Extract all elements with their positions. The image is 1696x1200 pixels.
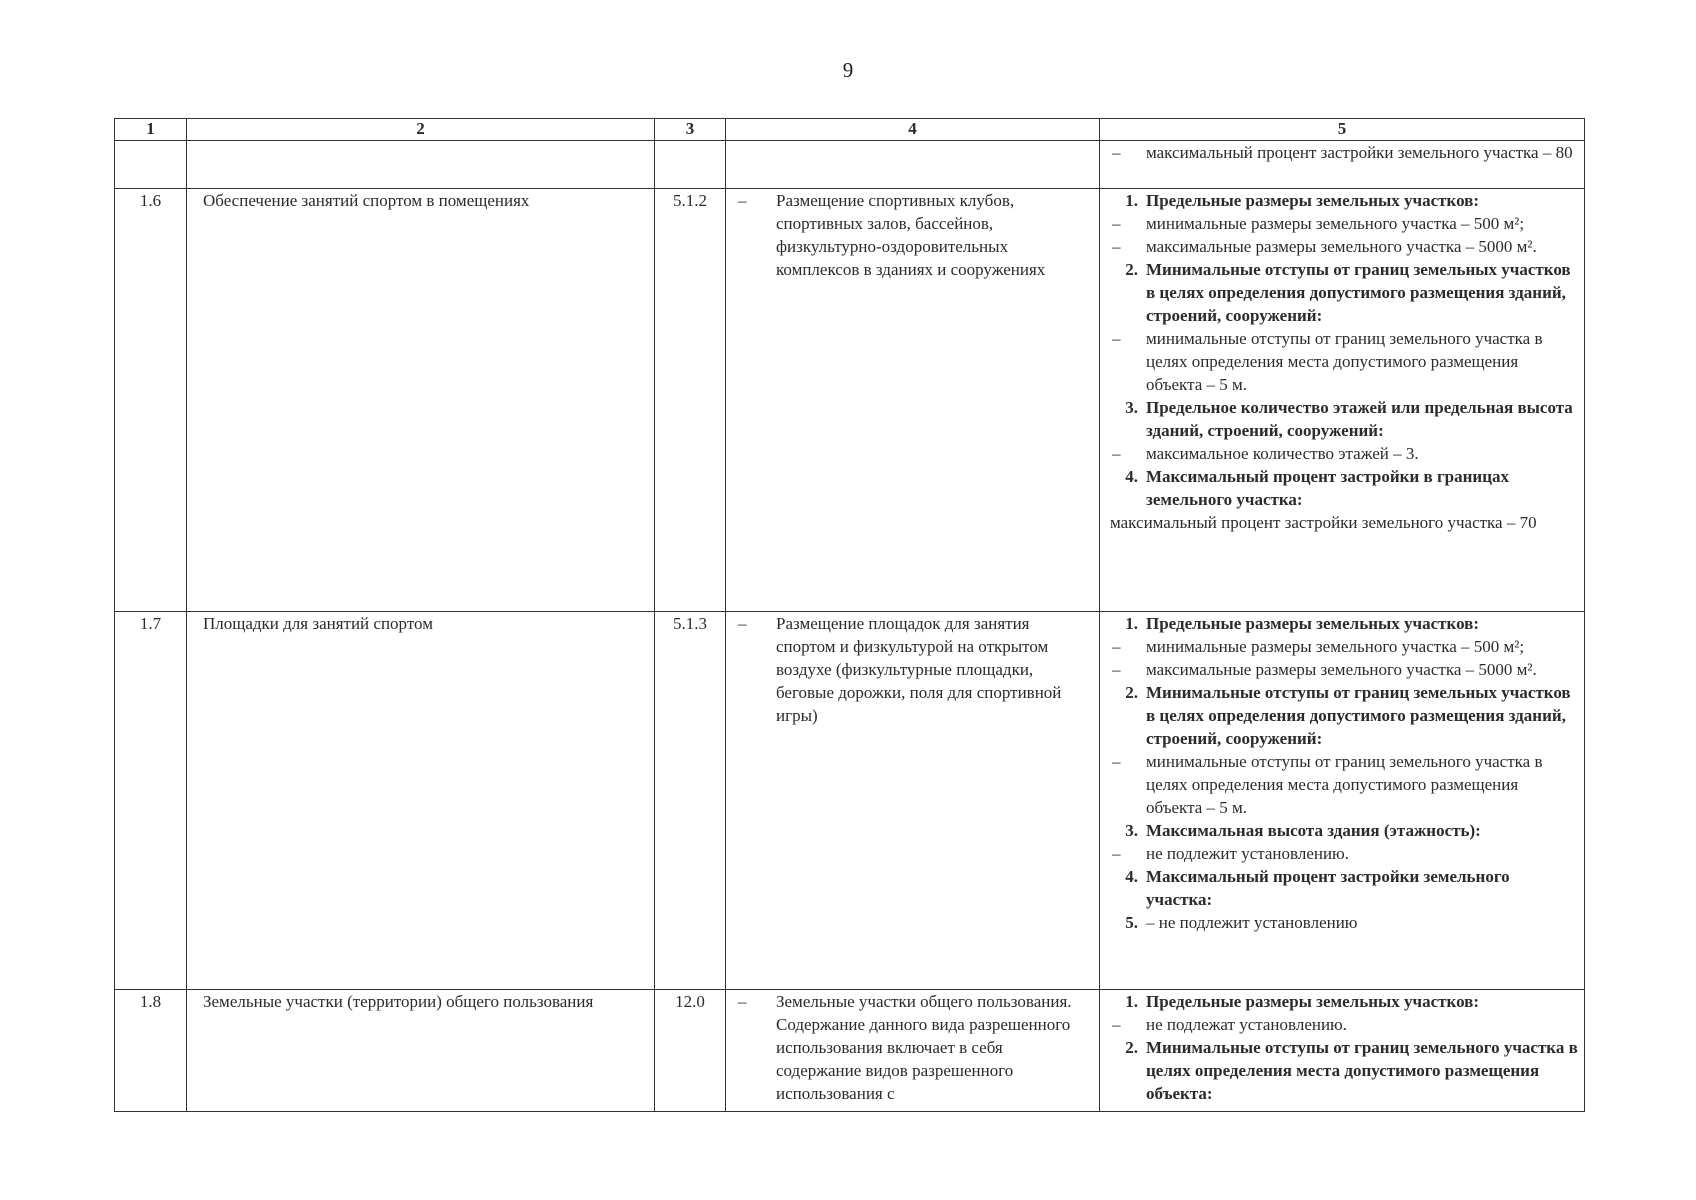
cell-code: 5.1.3 (655, 612, 726, 990)
list-marker: – (1112, 237, 1121, 256)
dash-marker: – (738, 992, 747, 1011)
param-text: максимальный процент застройки земельного участка – 80 (1146, 143, 1573, 162)
param-text: максимальное количество этажей – 3. (1146, 444, 1419, 463)
dash-marker: – (738, 614, 747, 633)
param-text: максимальные размеры земельного участка – 5000 м². (1146, 660, 1537, 679)
list-marker: 3. (1125, 398, 1138, 417)
cell-parameters (1100, 612, 1585, 990)
param-item (1106, 658, 1578, 681)
param-text: не подлежат установлению. (1146, 1015, 1348, 1034)
header-col-5: 5 (1100, 119, 1585, 141)
list-marker: – (1112, 752, 1121, 771)
header-col-3: 3 (655, 119, 726, 141)
cell-num: 1.7 (115, 612, 187, 990)
cell-description (726, 189, 1100, 612)
param-heading (1106, 189, 1578, 212)
table-row (115, 189, 1585, 612)
list-marker: 2. (1125, 1038, 1138, 1057)
list-marker: – (1112, 637, 1121, 656)
cell-description (726, 141, 1100, 189)
cell-parameters (1100, 990, 1585, 1112)
param-text: Максимальный процент застройки земельного участка: (1146, 867, 1510, 909)
param-text: – не подлежит установлению (1146, 913, 1358, 932)
cell-name: Обеспечение занятий спортом в помещениях (187, 189, 655, 612)
table-row (115, 612, 1585, 990)
cell-code (655, 141, 726, 189)
cell-num: 1.6 (115, 189, 187, 612)
param-heading (1106, 465, 1578, 511)
param-heading (1106, 819, 1578, 842)
list-marker: – (1112, 1015, 1121, 1034)
cell-parameters (1100, 189, 1585, 612)
list-marker: 1. (1125, 614, 1138, 633)
param-item (1106, 141, 1578, 164)
param-text: минимальные размеры земельного участка – 500 м²; (1146, 637, 1525, 656)
table-row (115, 990, 1585, 1112)
cell-parameters (1100, 141, 1585, 189)
param-text: минимальные отступы от границ земельного участка в целях определения места допустимого размещения объекта – 5 м. (1146, 752, 1543, 817)
param-text: Предельные размеры земельных участков: (1146, 614, 1480, 633)
list-marker: – (1112, 444, 1121, 463)
dash-marker: – (738, 191, 747, 210)
param-item (1106, 635, 1578, 658)
param-item (1106, 750, 1578, 819)
param-item (1106, 442, 1578, 465)
description-text: Земельные участки общего пользования. Содержание данного вида разрешенного использования включает в себя содержание видов разрешенного использования с (776, 992, 1072, 1103)
param-heading (1106, 1036, 1578, 1105)
param-text: Максимальная высота здания (этажность): (1146, 821, 1481, 840)
list-marker: 1. (1125, 992, 1138, 1011)
param-item (1106, 842, 1578, 865)
list-marker: 1. (1125, 191, 1138, 210)
param-text: минимальные размеры земельного участка – 500 м²; (1146, 214, 1525, 233)
list-marker: 2. (1125, 260, 1138, 279)
param-text: Минимальные отступы от границ земельных участков в целях определения допустимого размещения зданий, строений, сооружений: (1146, 260, 1571, 325)
header-col-2: 2 (187, 119, 655, 141)
cell-name: Площадки для занятий спортом (187, 612, 655, 990)
param-heading (1106, 258, 1578, 327)
param-text: Предельное количество этажей или предельная высота зданий, строений, сооружений: (1146, 398, 1573, 440)
list-marker: 5. (1125, 913, 1138, 932)
list-marker: – (1112, 660, 1121, 679)
param-text: Минимальные отступы от границ земельного участка в целях определения места допустимого размещения объекта: (1146, 1038, 1578, 1103)
table-header-row (115, 119, 1585, 141)
param-text: не подлежит установлению. (1146, 844, 1350, 863)
regulations-table (114, 118, 1585, 1112)
description-text: Размещение спортивных клубов, спортивных залов, бассейнов, физкультурно-оздоровительных комплексов в зданиях и сооружениях (776, 191, 1046, 279)
param-text: максимальные размеры земельного участка – 5000 м². (1146, 237, 1537, 256)
cell-description (726, 612, 1100, 990)
cell-num: 1.8 (115, 990, 187, 1112)
list-marker: 4. (1125, 467, 1138, 486)
list-marker: – (1112, 844, 1121, 863)
param-heading (1106, 865, 1578, 911)
cell-name: Земельные участки (территории) общего пользования (187, 990, 655, 1112)
description-text: Размещение площадок для занятия спортом и физкультурой на открытом воздухе (физкультурные площадки, беговые дорожки, поля для спортивной игры) (776, 614, 1062, 725)
list-marker: – (1112, 329, 1121, 348)
param-item (1106, 327, 1578, 396)
page-number: 9 (842, 58, 854, 82)
param-heading (1106, 396, 1578, 442)
cell-name (187, 141, 655, 189)
param-text: Предельные размеры земельных участков: (1146, 191, 1480, 210)
list-marker: 3. (1125, 821, 1138, 840)
param-tail-text: максимальный процент застройки земельного участка – 70 (1110, 513, 1537, 532)
param-item (1106, 235, 1578, 258)
cell-code: 5.1.2 (655, 189, 726, 612)
list-marker: 2. (1125, 683, 1138, 702)
param-item (1106, 911, 1578, 934)
list-marker: 4. (1125, 867, 1138, 886)
param-heading (1106, 990, 1578, 1013)
table-row-continuation (115, 141, 1585, 189)
list-marker: – (1112, 214, 1121, 233)
param-text: Минимальные отступы от границ земельных участков в целях определения допустимого размещения зданий, строений, сооружений: (1146, 683, 1571, 748)
param-item (1106, 212, 1578, 235)
header-col-1: 1 (115, 119, 187, 141)
param-text: минимальные отступы от границ земельного участка в целях определения места допустимого размещения объекта – 5 м. (1146, 329, 1543, 394)
param-text: Предельные размеры земельных участков: (1146, 992, 1480, 1011)
header-col-4: 4 (726, 119, 1100, 141)
cell-num (115, 141, 187, 189)
param-heading (1106, 681, 1578, 750)
list-marker: – (1112, 143, 1121, 162)
param-heading (1106, 612, 1578, 635)
param-text: Максимальный процент застройки в границах земельного участка: (1146, 467, 1510, 509)
param-item (1106, 1013, 1578, 1036)
cell-code: 12.0 (655, 990, 726, 1112)
cell-description (726, 990, 1100, 1112)
